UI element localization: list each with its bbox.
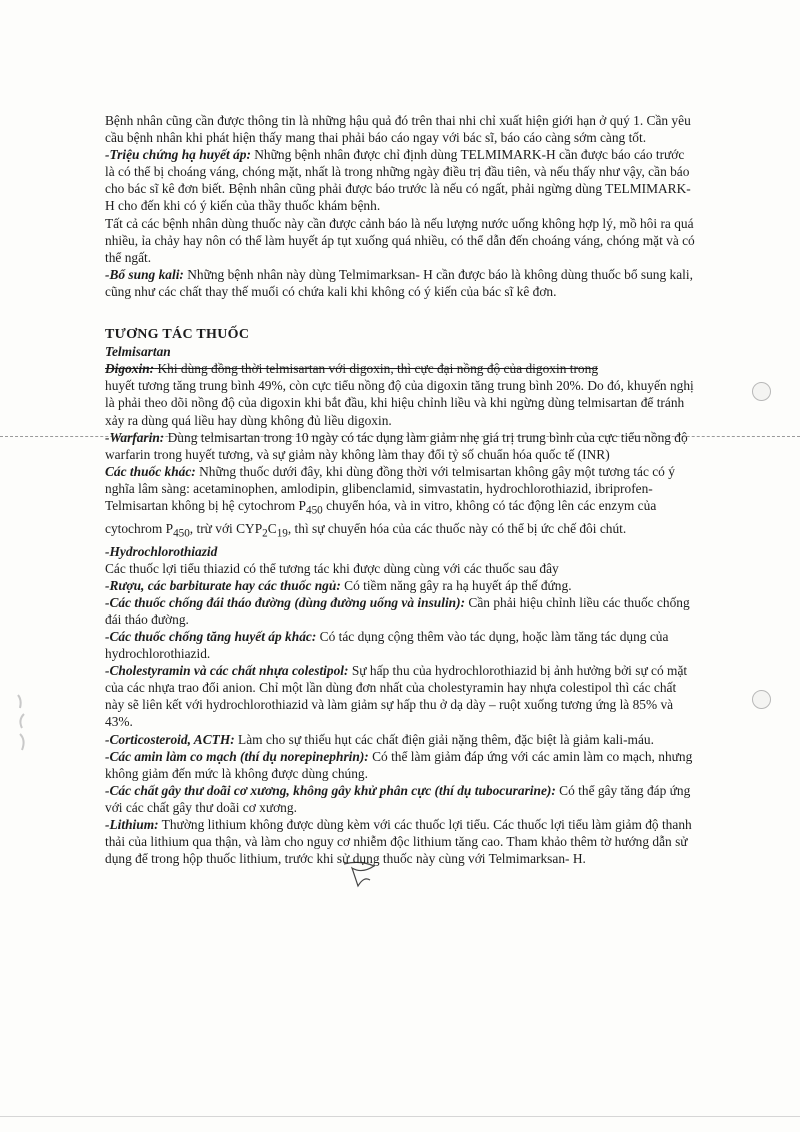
- paragraph-pregnancy: [105, 112, 695, 146]
- text: Những bệnh nhân này dùng Telmimarksan- H cần được báo là không dùng thuốc bổ sung kali, cũng như các chất thay thế muối có chứa kali khi không có ý kiến của bác sĩ kê đơn.: [105, 266, 693, 299]
- heading-potassium: -Bổ sung kali:: [105, 266, 184, 282]
- subsection-hydrochlorothiazid: -Hydrochlorothiazid: [105, 543, 218, 559]
- heading-corticosteroid: -Corticosteroid, ACTH:: [105, 731, 235, 747]
- text: Những bệnh nhân được chỉ định dùng TELMIMARK-H cần được báo cáo trước là có thể bị choáng váng, chóng mặt, nhất là trong những ngày điều trị đầu tiên, và nếu thấy như vậy, cần báo cho bác sĩ kê đơn biết. Bệnh nhân cũng phải được báo trước là nếu có ngất, phải ngừng dùng TELMIMARK-H cho đến khi có ý kiến của thầy thuốc khám bệnh.: [105, 147, 691, 214]
- text: Sự hấp thu của hydrochlorothiazid bị ảnh hưởng bởi sự có mặt của các nhựa trao đổi anion. Chỉ một lần dùng đơn nhất của cholestyramin hay nhựa colestipol thì các chất này sẽ liên kết với hydrochlorothiazid và làm giảm sự hấp thu ở dạ dày – ruột xuống tương ứng là 85% và 43%.: [105, 663, 688, 730]
- text: Bệnh nhân cũng cần được thông tin là những hậu quả đó trên thai nhi chỉ xuất hiện giới hạn ở quý 1. Cần yêu cầu bệnh nhân khi phát hiện thấy mang thai phải báo cáo ngay với bác sĩ, báo cáo càng sớm càng tốt.: [105, 113, 691, 146]
- paragraph-alcohol: [105, 577, 695, 594]
- paragraph-cholestyramine: [105, 662, 695, 730]
- paragraph-amines: [105, 748, 695, 782]
- bottom-edge-line: [0, 1116, 800, 1117]
- text: Có thể gây tăng đáp ứng với các chất gây thư doãi cơ xương.: [105, 782, 691, 815]
- punch-hole-icon: [752, 382, 771, 401]
- text: huyết tương tăng trung bình 49%, còn cực tiểu nồng độ của digoxin tăng trung bình 20%. Do đó, khuyến nghị là phải theo dõi nồng độ của digoxin khi bắt đầu, khi hiệu chỉnh liều và khi ngừng dùng telmisartan để tránh xảy ra dùng quá liều hay dùng không đủ liều digoxin.: [105, 378, 694, 428]
- subscript: 450: [173, 527, 190, 540]
- heading-antihypertensive: -Các thuốc chống tăng huyết áp khác:: [105, 628, 317, 644]
- document-body: [105, 112, 695, 867]
- paragraph-hctz-intro: Các thuốc lợi tiểu thiazid có thể tương tác khi được dùng cùng với các thuốc sau đây: [105, 560, 559, 576]
- heading-amines: -Các amin làm co mạch (thí dụ norepinephrin):: [105, 748, 369, 764]
- text: Tất cả các bệnh nhân dùng thuốc này cần được cảnh báo là nếu lượng nước uống không hợp lý, mồ hôi ra quá nhiều, ỉa chảy hay nôn có thể làm huyết áp tụt xuống quá nhiều, có thể dẫn đến choáng váng, chóng mặt và có thể ngất.: [105, 215, 695, 265]
- subsection-telmisartan: Telmisartan: [105, 344, 171, 360]
- punch-hole-icon: [752, 690, 771, 709]
- heading-other-drugs: Các thuốc khác:: [105, 463, 196, 479]
- text: Có tiềm năng gây ra hạ huyết áp thế đứng.: [340, 577, 572, 593]
- paragraph-other-drugs: [105, 463, 695, 543]
- paragraph-digoxin: [105, 360, 695, 428]
- paragraph-antidiabetic: [105, 594, 695, 628]
- text: chuyển hóa, và in vitro, không có tác động lên các enzym của cytochrom P: [105, 497, 657, 536]
- heading-alcohol: -Rượu, các barbiturate hay các thuốc ngủ:: [105, 577, 341, 593]
- text: , thì sự chuyển hóa của các thuốc này có thể bị ức chế đôi chút.: [287, 520, 627, 536]
- text: C: [267, 520, 277, 536]
- paragraph-lithium: [105, 816, 695, 867]
- subscript: 450: [306, 504, 323, 517]
- text: Làm cho sự thiếu hụt các chất điện giải nặng thêm, đặc biệt là giảm kali-máu.: [234, 731, 654, 747]
- paragraph-warning: [105, 215, 695, 266]
- heading-digoxin: Digoxin:: [105, 361, 155, 377]
- text: , trừ với CYP: [189, 520, 263, 536]
- paragraph-muscle-relaxants: [105, 782, 695, 816]
- text: Khi dùng đồng thời telmisartan với digoxin, thì cực đại nồng độ của digoxin trong: [154, 361, 599, 377]
- text: Thường lithium không được dùng kèm với các thuốc lợi tiểu. Các thuốc lợi tiểu làm giảm độ thanh thải của lithium qua thận, và làm cho nguy cơ nhiễm độc lithium tăng cao. Tham khảo thêm tờ hướng dẫn sử dụng để trong hộp thuốc lithium, trước khi sử dụng thuốc này cùng với Telmimarksan- H.: [105, 817, 692, 867]
- paragraph-potassium: [105, 266, 695, 300]
- paragraph-corticosteroid: [105, 731, 695, 748]
- text: Những thuốc dưới đây, khi dùng đồng thời với telmisartan không gây một tương tác có ý nghĩa lâm sàng: acetaminophen, amlodipin, glibenclamid, simvastatin, hydrochlorothiazid, ibriprofen- Telmisartan không bị hệ cytochrom P: [105, 463, 675, 513]
- section-title: TƯƠNG TÁC THUỐC: [105, 327, 250, 343]
- text: Có tác dụng cộng thêm vào tác dụng, hoặc làm tăng tác dụng của hydrochlorothiazid.: [105, 628, 669, 662]
- heading-warfarin: -Warfarin:: [105, 429, 165, 445]
- heading-cholestyramine: -Cholestyramin và các chất nhựa colestipol:: [105, 663, 349, 679]
- subscript: 19: [276, 527, 288, 540]
- text: Cần phải hiệu chỉnh liều các thuốc chống đái tháo đường.: [105, 594, 690, 627]
- heading-muscle-relaxants: -Các chất gây thư doãi cơ xương, không gây khử phân cực (thí dụ tubocurarine):: [105, 782, 556, 798]
- heading-antidiabetic: -Các thuốc chống đái tháo đường (dùng đường uống và insulin):: [105, 594, 466, 610]
- text: Có thể làm giảm đáp ứng với các amin làm co mạch, nhưng không giảm đến mức là không được dùng chúng.: [105, 748, 693, 781]
- text: Dùng telmisartan trong 10 ngày có tác dụng làm giảm nhẹ giá trị trung bình của cực tiểu nồng độ warfarin trong huyết tương, và sự giảm này không làm thay đổi tỷ số chuẩn hóa quốc tế (INR): [105, 429, 688, 462]
- paragraph-warfarin: [105, 429, 695, 463]
- paragraph-hypotension: [105, 146, 695, 214]
- subscript: 2: [262, 527, 268, 540]
- margin-smudge-icon: [8, 690, 36, 760]
- paragraph-antihypertensive: [105, 628, 695, 662]
- heading-lithium: -Lithium:: [105, 817, 159, 832]
- heading-hypotension: -Triệu chứng hạ huyết áp:: [105, 147, 251, 163]
